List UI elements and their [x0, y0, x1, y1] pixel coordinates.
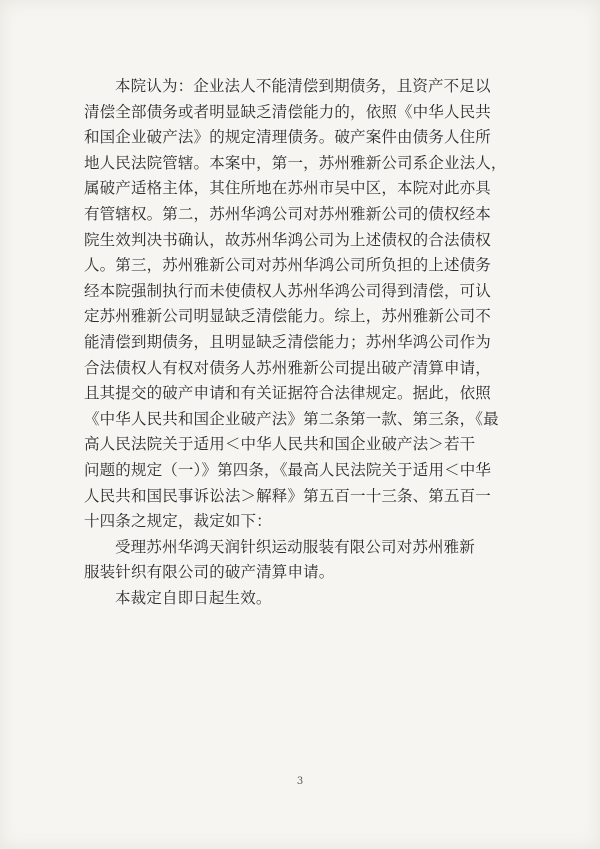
- text-line: 《中华人民共和国企业破产法》第二条第一款、第三条，《最: [84, 409, 499, 428]
- text-line: 本裁定自即日起生效。: [115, 588, 272, 607]
- ruling-paragraph: [84, 535, 520, 586]
- text-line: 有管辖权。第二，苏州华鸿公司对苏州雅新公司的债权经本: [84, 204, 491, 223]
- text-line: 且其提交的破产申请和有关证据符合法律规定。据此，依照: [84, 384, 491, 403]
- text-line: 人。第三，苏州雅新公司对苏州华鸿公司所负担的上述债务: [84, 256, 491, 275]
- text-line: 清偿全部债务或者明显缺乏清偿能力的，依照《中华人民共: [84, 102, 491, 121]
- text-line: 定苏州雅新公司明显缺乏清偿能力。综上，苏州雅新公司不: [84, 307, 491, 326]
- text-line: 属破产适格主体，其住所地在苏州市吴中区，本院对此亦具: [84, 179, 491, 198]
- text-line: 高人民法院关于适用＜中华人民共和国企业破产法＞若干: [84, 435, 476, 454]
- text-line: 和国企业破产法》的规定清理债务。破产案件由债务人住所: [84, 128, 491, 147]
- effective-paragraph: [84, 586, 520, 612]
- text-line: 本院认为：企业法人不能清偿到期债务，且资产不足以: [115, 77, 491, 95]
- text-line: 地人民法院管辖。本案中，第一，苏州雅新公司系企业法人，: [84, 153, 507, 172]
- text-line: 经本院强制执行而未使债权人苏州华鸿公司得到清偿，可认: [84, 281, 491, 300]
- court-reasoning-paragraph: [84, 74, 520, 535]
- document-body: [84, 74, 520, 611]
- text-line: 问题的规定（一）》第四条，《最高人民法院关于适用＜中华: [84, 460, 492, 479]
- page-number: 3: [296, 776, 304, 787]
- text-line: 院生效判决书确认，故苏州华鸿公司为上述债权的合法债权: [84, 230, 491, 249]
- text-line: 能清偿到期债务，且明显缺乏清偿能力；苏州华鸿公司作为: [84, 332, 491, 351]
- text-line: 受理苏州华鸿天润针织运动服装有限公司对苏州雅新: [115, 537, 475, 556]
- text-line: 十四条之规定，裁定如下：: [84, 512, 272, 531]
- text-line: 合法债权人有权对债务人苏州雅新公司提出破产清算申请，: [84, 358, 491, 377]
- text-line: 人民共和国民事诉讼法＞解释》第五百一十三条、第五百一: [84, 486, 491, 505]
- text-line: 服装针织有限公司的破产清算申请。: [84, 563, 335, 582]
